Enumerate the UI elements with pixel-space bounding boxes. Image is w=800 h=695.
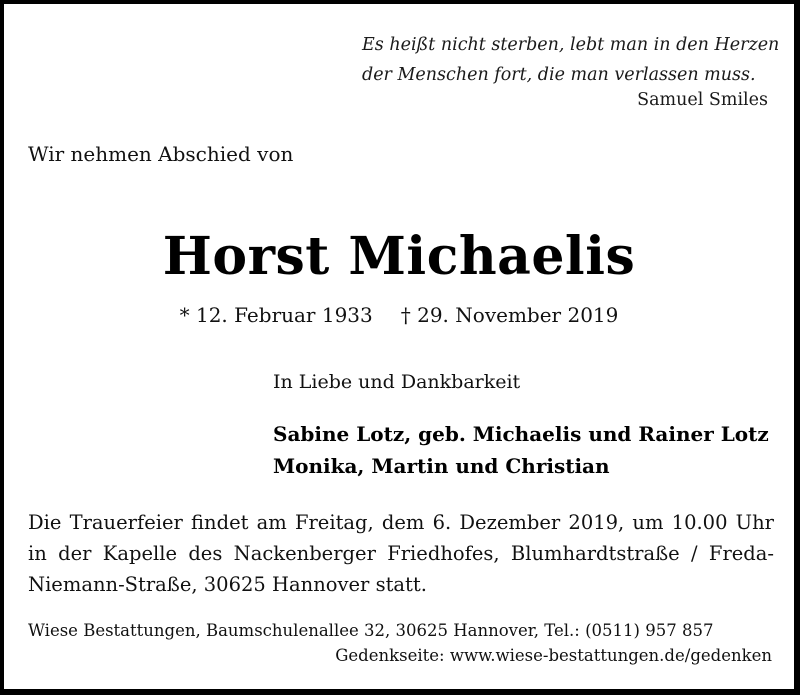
death-date: † 29. November 2019 [400,303,619,327]
ceremony-line-1: Die Trauerfeier findet am Freitag, dem 6. Dezember 2019, um 10.00 Uhr [28,511,774,534]
undertaker-info: Wiese Bestattungen, Baumschulenallee 32, 30625 Hannover, Tel.: (0511) 957 857 [28,621,714,640]
mourners-names [273,418,769,482]
intro-text: Wir nehmen Abschied von [28,142,294,166]
birth-date: * 12. Februar 1933 [179,303,373,327]
ceremony-details [28,507,774,600]
dedication-text: In Liebe und Dankbarkeit [273,371,521,393]
quote-author: Samuel Smiles [637,90,768,110]
quote-line-1: Es heißt nicht sterben, lebt man in den Herzen [362,35,780,55]
deceased-name: Horst Michaelis [162,226,636,287]
ceremony-line-3: Niemann-Straße, 30625 Hannover statt. [28,573,427,596]
epigraph-quote [362,30,779,90]
mourners-line-2: Monika, Martin und Christian [273,454,610,478]
ceremony-line-2: in der Kapelle des Nackenberger Friedhofes, Blumhardtstraße / Freda- [28,542,774,565]
life-dates [4,303,794,327]
quote-line-2: der Menschen fort, die man verlassen muss. [362,65,756,85]
mourners-line-1: Sabine Lotz, geb. Michaelis und Rainer Lotz [273,422,769,446]
memorial-page-link[interactable]: Gedenkseite: www.wiese-bestattungen.de/gedenken [335,646,772,665]
